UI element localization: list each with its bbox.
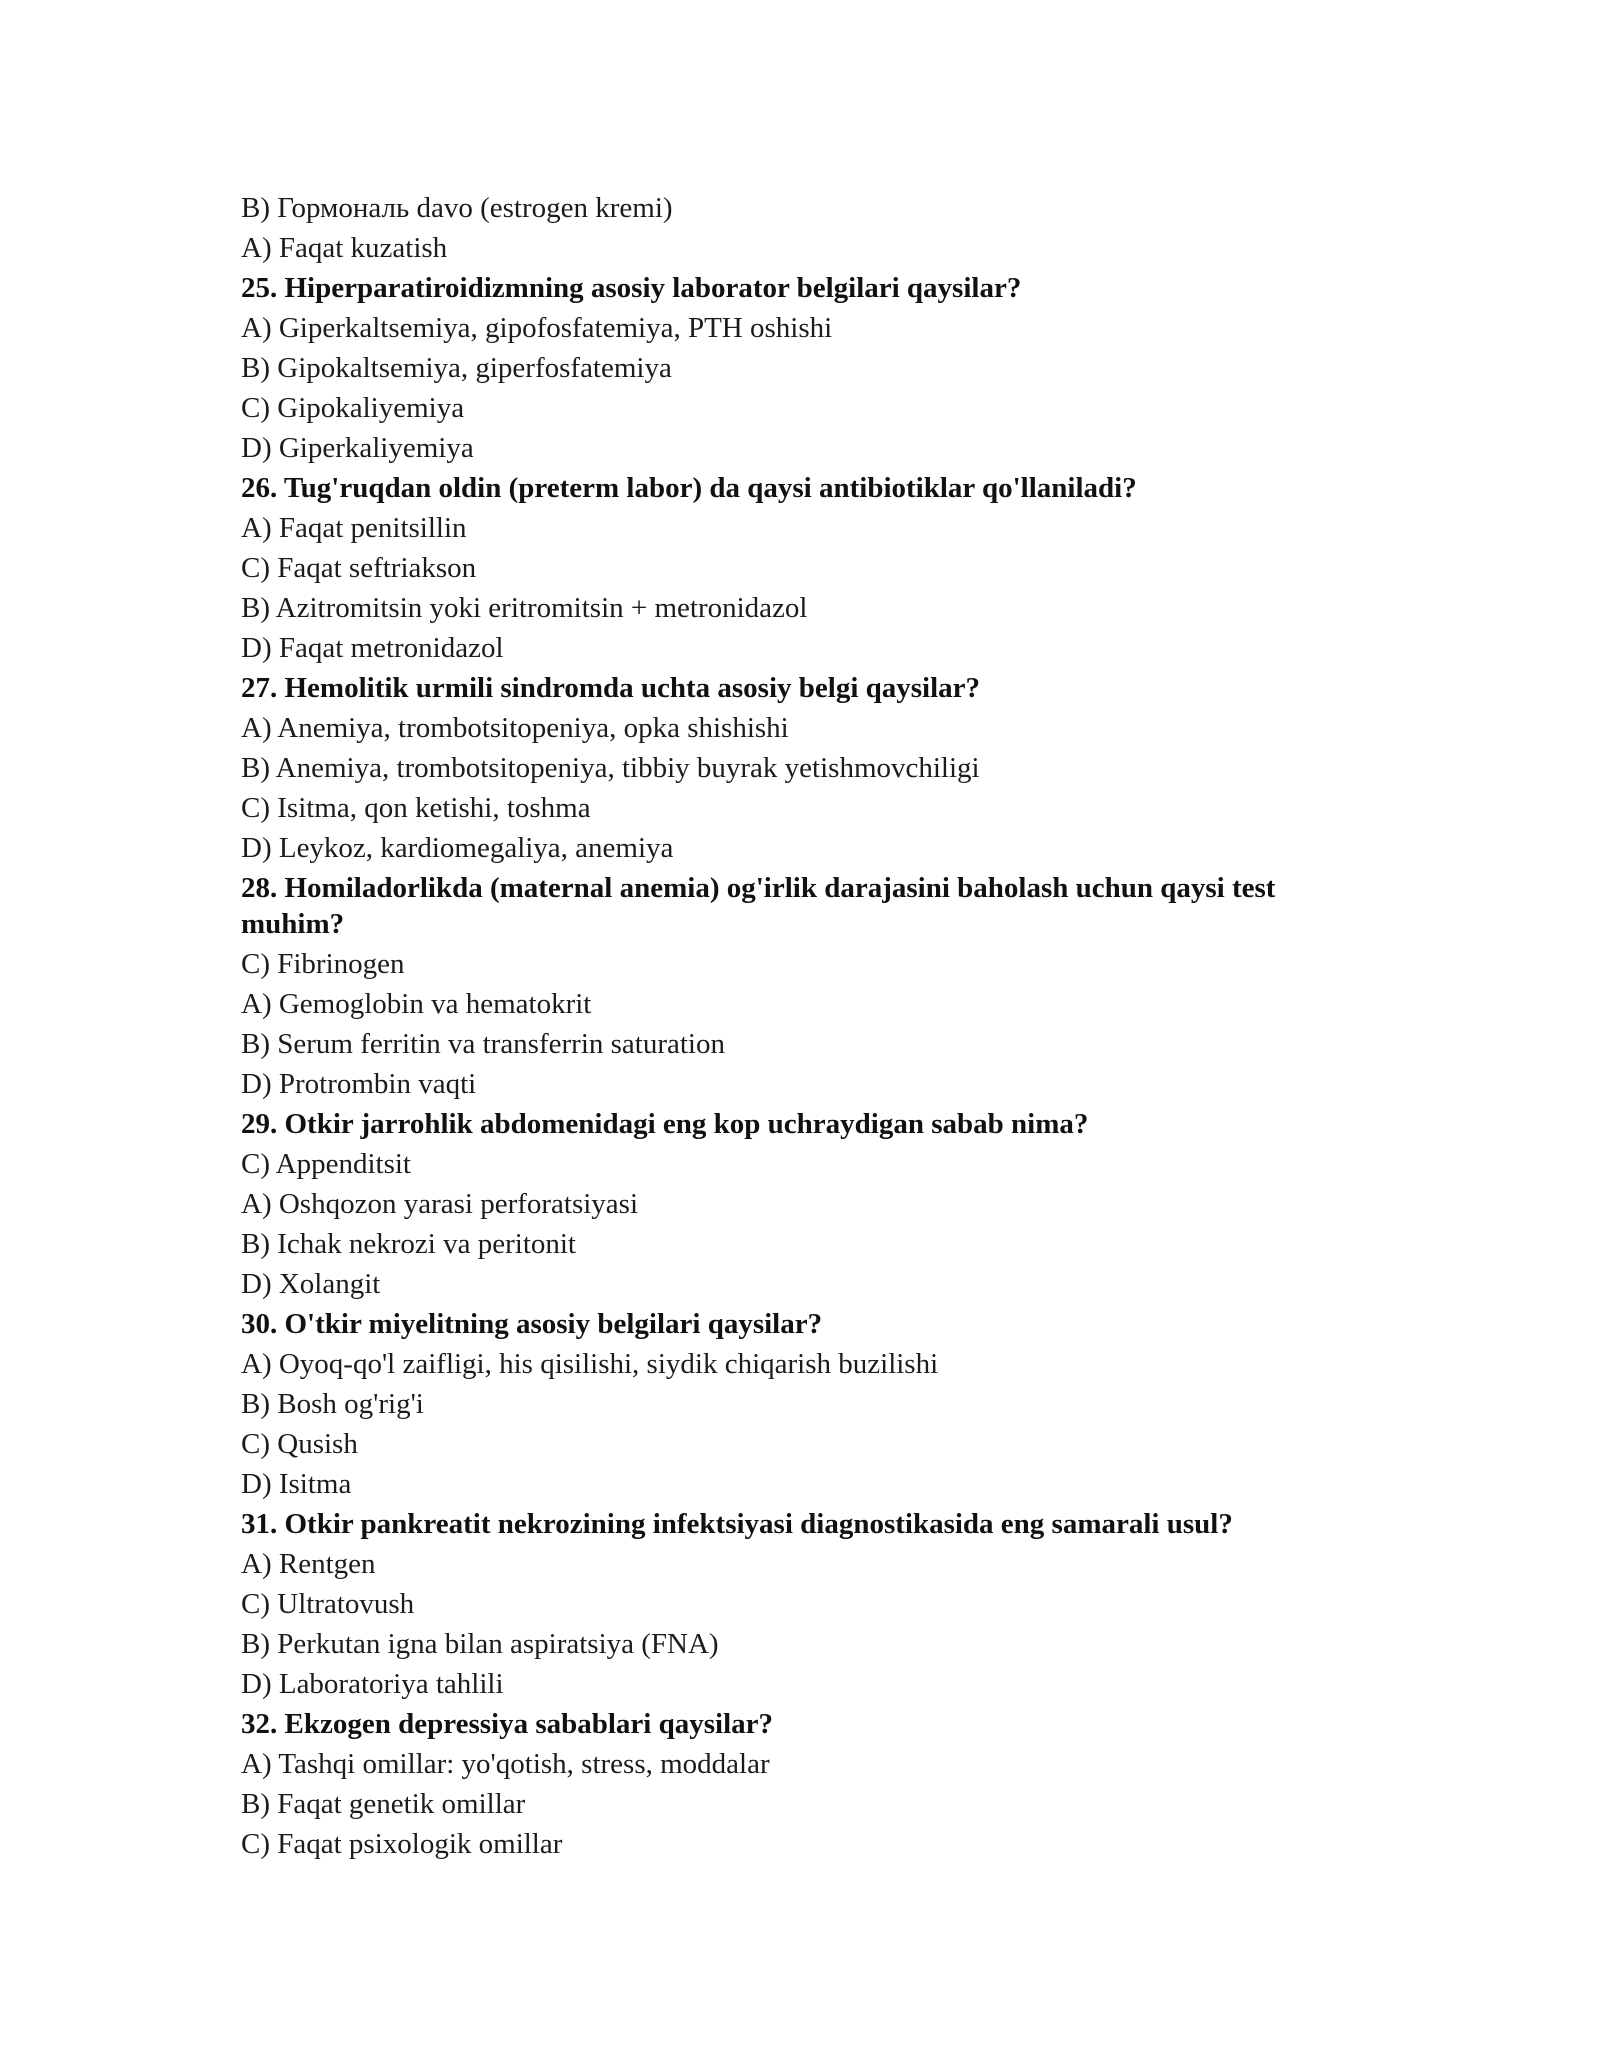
- answer-option: B) Bosh og'rig'i: [241, 1388, 424, 1420]
- question-heading: 31. Otkir pankreatit nekrozining infektsiyasi diagnostikasida eng samarali usul?: [241, 1508, 1233, 1540]
- answer-option: A) Gemoglobin va hematokrit: [241, 988, 592, 1020]
- question-heading: 27. Hemolitik urmili sindromda uchta asosiy belgi qaysilar?: [241, 672, 981, 704]
- answer-option: D) Faqat metronidazol: [241, 632, 504, 664]
- quiz-text-body: [241, 188, 1376, 1864]
- answer-option: C) Fibrinogen: [241, 948, 405, 980]
- answer-option: C) Faqat seftriakson: [241, 552, 477, 584]
- question-heading: 25. Hiperparatiroidizmning asosiy laborator belgilari qaysilar?: [241, 272, 1022, 304]
- question-heading: 32. Ekzogen depressiya sabablari qaysilar?: [241, 1708, 773, 1740]
- answer-option: C) Ultratovush: [241, 1588, 415, 1620]
- answer-option: C) Isitma, qon ketishi, toshma: [241, 792, 591, 824]
- question-heading: 26. Tug'ruqdan oldin (preterm labor) da qaysi antibiotiklar qo'llaniladi?: [241, 472, 1137, 504]
- answer-option: A) Giperkaltsemiya, gipofosfatemiya, PTH oshishi: [241, 312, 833, 344]
- answer-option: B) Anemiya, trombotsitopeniya, tibbiy buyrak yetishmovchiligi: [241, 752, 980, 784]
- answer-option: C) Faqat psixologik omillar: [241, 1828, 563, 1860]
- answer-option: A) Faqat penitsillin: [241, 512, 467, 544]
- answer-option: B) Гормональ davo (estrogen kremi): [241, 192, 673, 224]
- question-heading: 30. O'tkir miyelitning asosiy belgilari qaysilar?: [241, 1308, 823, 1340]
- answer-option: A) Oshqozon yarasi perforatsiyasi: [241, 1188, 639, 1220]
- answer-option: B) Ichak nekrozi va peritonit: [241, 1228, 576, 1260]
- answer-option: A) Rentgen: [241, 1548, 376, 1580]
- question-heading: 29. Otkir jarrohlik abdomenidagi eng kop uchraydigan sabab nima?: [241, 1108, 1089, 1140]
- answer-option: A) Oyoq-qo'l zaifligi, his qisilishi, siydik chiqarish buzilishi: [241, 1348, 939, 1380]
- answer-option: A) Tashqi omillar: yo'qotish, stress, moddalar: [241, 1748, 770, 1780]
- answer-option: B) Gipokaltsemiya, giperfosfatemiya: [241, 352, 672, 384]
- answer-option: C) Gipokaliyemiya: [241, 392, 465, 424]
- answer-option: D) Giperkaliyemiya: [241, 432, 474, 464]
- answer-option: B) Azitromitsin yoki eritromitsin + metronidazol: [241, 592, 808, 624]
- answer-option: A) Anemiya, trombotsitopeniya, opka shishishi: [241, 712, 789, 744]
- answer-option: C) Qusish: [241, 1428, 358, 1460]
- answer-option: B) Perkutan igna bilan aspiratsiya (FNA): [241, 1628, 719, 1660]
- answer-option: D) Xolangit: [241, 1268, 381, 1300]
- answer-option: B) Serum ferritin va transferrin saturation: [241, 1028, 725, 1060]
- question-heading: 28. Homiladorlikda (maternal anemia) og'irlik darajasini baholash uchun qaysi test muhim?: [241, 872, 1276, 940]
- answer-option: C) Appenditsit: [241, 1148, 411, 1180]
- answer-option: D) Isitma: [241, 1468, 352, 1500]
- answer-option: D) Leykoz, kardiomegaliya, anemiya: [241, 832, 674, 864]
- answer-option: A) Faqat kuzatish: [241, 232, 448, 264]
- answer-option: B) Faqat genetik omillar: [241, 1788, 526, 1820]
- answer-option: D) Protrombin vaqti: [241, 1068, 477, 1100]
- answer-option: D) Laboratoriya tahlili: [241, 1668, 504, 1700]
